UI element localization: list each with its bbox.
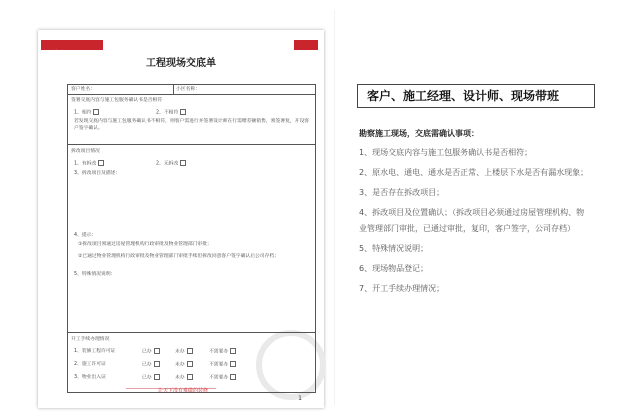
consistent-checkbox[interactable] [93,109,99,115]
checklist-item: 3、是否存在拆改项目； [359,188,445,197]
form-document [38,30,324,408]
special-situation-label: 5、特殊情况说明： [74,272,116,277]
divider [334,10,335,405]
no-demolition-checkbox[interactable] [180,160,186,166]
page-number: 1 [298,395,302,402]
header-band-right [294,40,318,50]
inconsistent-checkbox[interactable] [180,109,186,115]
has-demolition-checkbox[interactable] [98,160,104,166]
construction-unneeded: 不需要办 [209,361,236,369]
option-no-demolition: 2、无拆改 [156,160,186,168]
permit-undone: 未办 [175,348,193,356]
checklist-item: 5、特殊情况说明； [359,244,429,253]
footer-slogan: 让天下没有难做的装修 [158,388,209,394]
demolition-detail-label: 3、拆改项目及描述： [74,171,121,176]
option-consistent: 1、相符 [74,109,99,117]
header-band-left [41,40,103,59]
option-has-demolition: 1、有拆改 [74,160,104,168]
row-divider [68,144,315,145]
section-demolition-title: 拆改项目情况 [71,149,100,154]
access-done: 已办 [142,374,160,382]
checklist-item: 7、开工手续办理情况； [359,284,445,293]
community-name-label: 小区名称： [176,87,200,92]
document-title: 工程现场交底单 [146,58,216,69]
remind-item-2: ②已通过物业管理机构行政审批及物业管理部门审批手续但拆改同意客户签字确认后公司存档； [78,254,279,259]
option-inconsistent: 2、不相符 [156,109,186,117]
procedure-access-pass: 3、物业出入证 [74,375,106,380]
access-unneeded: 不需要办 [209,374,236,382]
row-divider [68,332,315,333]
row-divider [68,94,315,95]
remind-label: 4、提示： [74,233,97,238]
customer-name-label: 客户姓名： [71,87,95,92]
checklist-item: 1、现场交底内容与施工包服务确认书是否相符； [359,148,533,157]
remind-item-1: ①拆改项目须通过房屋管理机构行政审批及物业管理部门审批； [78,242,212,247]
consistency-note: 若发现交底内容与施工包服务确认书不相符，则客户需进行并签署设计师在行需赠差额销售，须签署复，开设客户签字确认。 [74,119,310,131]
permit-done: 已办 [142,348,160,356]
checklist-item: 2、原水电、通电、通水是否正常、上楼层下水是否有漏水现象； [359,168,589,177]
section-consistency-title: 签署交底内容与施工包服务确认书是否相符 [71,98,163,103]
panel-heading: 客户、施工经理、设计师、现场带班 [357,84,595,108]
permit-unneeded: 不需要办 [209,348,236,356]
checklist-item: 6、现场物品登记； [359,264,429,273]
access-undone: 未办 [175,374,193,382]
handover-form [67,84,316,393]
procedure-construction-permit: 2、施工许可证 [74,362,106,367]
checklist-item: 业管理部门审批，已通过审批，复印，客户签字，公司存档） [359,224,575,233]
construction-undone: 未办 [175,361,193,369]
procedure-permit: 1、装修工程许可证 [74,349,116,354]
cell-divider [173,85,174,94]
checklist-item: 4、拆改项目及位置确认；（拆改项目必须通过房屋管理机构、物 [359,208,585,217]
brand-logo-text: 瑞家必結 [51,50,83,59]
construction-done: 已办 [142,361,160,369]
panel-subheading: 勘察施工现场，交底需确认事项： [359,129,479,138]
section-procedures-title: 开工手续办理情况 [71,337,110,342]
